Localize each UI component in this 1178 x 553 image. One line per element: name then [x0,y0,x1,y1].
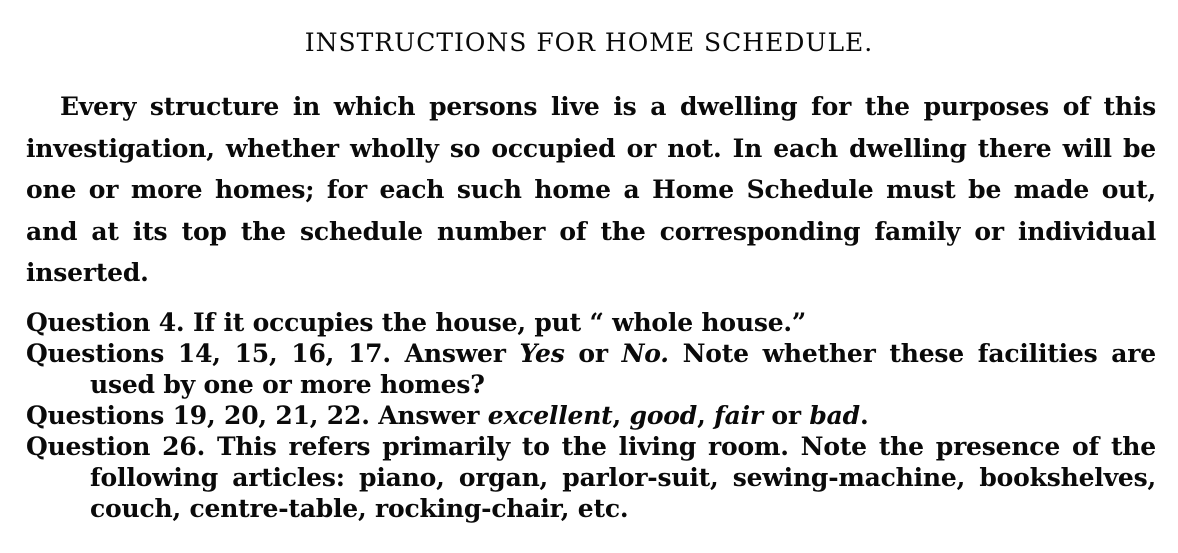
question-text: If it occupies the house, put “ whole house.” [184,308,807,337]
answer-option: fair [714,401,763,430]
question-text: This refers primarily to the living room. Note the presence of the following articles: piano, organ, parlor-suit, sewing-machine, bookshelves, couch, centre-table, rocking-chair, etc. [90,432,1156,523]
question-text: Note whether these facilities are used by one or more homes? [90,339,1156,399]
question-item [26,307,1156,338]
question-label: Question 4. [26,308,185,337]
question-text: or [762,401,810,430]
answer-option: excellent [487,401,613,430]
question-text: . [859,401,869,430]
question-item [26,400,1156,431]
intro-paragraph: Every structure in which persons live is a dwelling for the purposes of this investigation, whether wholly so occupied or not. In each dwelling there will be one or more homes; for each such home a Home Schedule must be made out, and at its top the schedule number of the corresponding family or individual inserted. [26,92,1156,287]
question-text: Answer [390,339,520,368]
answer-option: Yes [519,339,565,368]
document-title: INSTRUCTIONS FOR HOME SCHEDULE. [304,28,874,57]
question-item [26,338,1156,400]
question-label: Questions 19, 20, 21, 22. [26,401,370,430]
question-text: , [612,401,630,430]
question-text: or [564,339,622,368]
answer-option: bad [809,401,860,430]
answer-option: good [629,401,698,430]
question-label: Questions 14, 15, 16, 17. [26,339,391,368]
question-label: Question 26. [26,432,206,461]
question-text: Answer [369,401,488,430]
question-item [26,431,1156,524]
answer-option: No. [621,339,669,368]
question-list [26,307,1156,524]
question-text: , [697,401,715,430]
